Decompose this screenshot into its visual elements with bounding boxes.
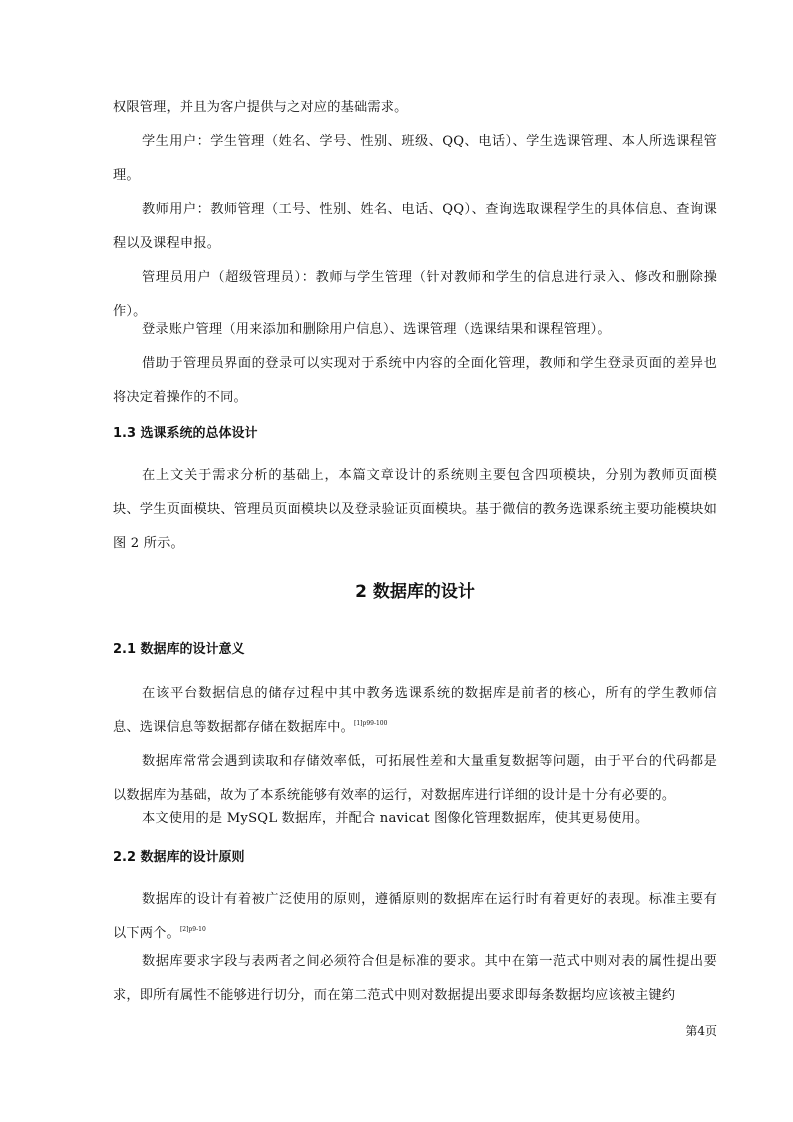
- citation-2: [2]p9-10: [179, 926, 206, 933]
- citation-1: [1]p99-100: [353, 720, 388, 727]
- section-heading-1-3: 1.3 选课系统的总体设计: [113, 426, 258, 441]
- paragraph-login-account: 登录账户管理（用来添加和删除用户信息）、选课管理（选课结果和课程管理）。: [142, 322, 611, 337]
- section-heading-2-2: 2.2 数据库的设计原则: [113, 850, 245, 865]
- paragraph-normal-forms: 数据库要求字段与表两者之间必须符合但是标准的要求。其中在第一范式中则对表的属性提出要求，即所有属性不能够进行切分，而在第二范式中则对数据提出要求即每条数据均应该被主键约: [113, 954, 717, 1003]
- paragraph-mysql: 本文使用的是 MySQL 数据库，并配合 navicat 图像化管理数据库，使其更易使用。: [142, 811, 649, 826]
- paragraph-student-user: 学生用户：学生管理（姓名、学号、性别、班级、QQ、电话）、学生选课管理、本人所选课程管理。: [113, 134, 717, 183]
- paragraph-db-significance: [113, 677, 717, 745]
- paragraph-admin-user: 管理员用户（超级管理员）：教师与学生管理（针对教师和学生的信息进行录入、修改和删除操作）。: [113, 270, 717, 319]
- paragraph-permission-management: 权限管理，并且为客户提供与之对应的基础需求。: [113, 100, 408, 115]
- paragraph-db-problems: 数据库常常会遇到读取和存储效率低，可拓展性差和大量重复数据等问题，由于平台的代码都是以数据库为基础，故为了本系统能够有效率的运行，对数据库进行详细的设计是十分有必要的。: [113, 754, 717, 803]
- chapter-heading-2: 2 数据库的设计: [355, 582, 475, 602]
- paragraph-db-principles: [113, 883, 717, 951]
- paragraph-db-significance-text: 在该平台数据信息的储存过程中其中教务选课系统的数据库是前者的核心，所有的学生教师信息、选课信息等数据都存储在数据库中。: [113, 686, 717, 735]
- paragraph-overall-design: 在上文关于需求分析的基础上，本篇文章设计的系统则主要包含四项模块，分别为教师页面模块、学生页面模块、管理员页面模块以及登录验证页面模块。基于微信的教务选课系统主要功能模块如图 2 所示。: [113, 468, 717, 551]
- paragraph-teacher-user: 教师用户：教师管理（工号、性别、姓名、电话、QQ）、查询选取课程学生的具体信息、查询课程以及课程申报。: [113, 202, 717, 251]
- paragraph-db-principles-text: 数据库的设计有着被广泛使用的原则，遵循原则的数据库在运行时有着更好的表现。标准主要有以下两个。: [113, 892, 717, 941]
- paragraph-admin-interface: 借助于管理员界面的登录可以实现对于系统中内容的全面化管理，教师和学生登录页面的差异也将决定着操作的不同。: [113, 356, 717, 405]
- page-number: 第4页: [685, 1024, 717, 1038]
- section-heading-2-1: 2.1 数据库的设计意义: [113, 642, 245, 657]
